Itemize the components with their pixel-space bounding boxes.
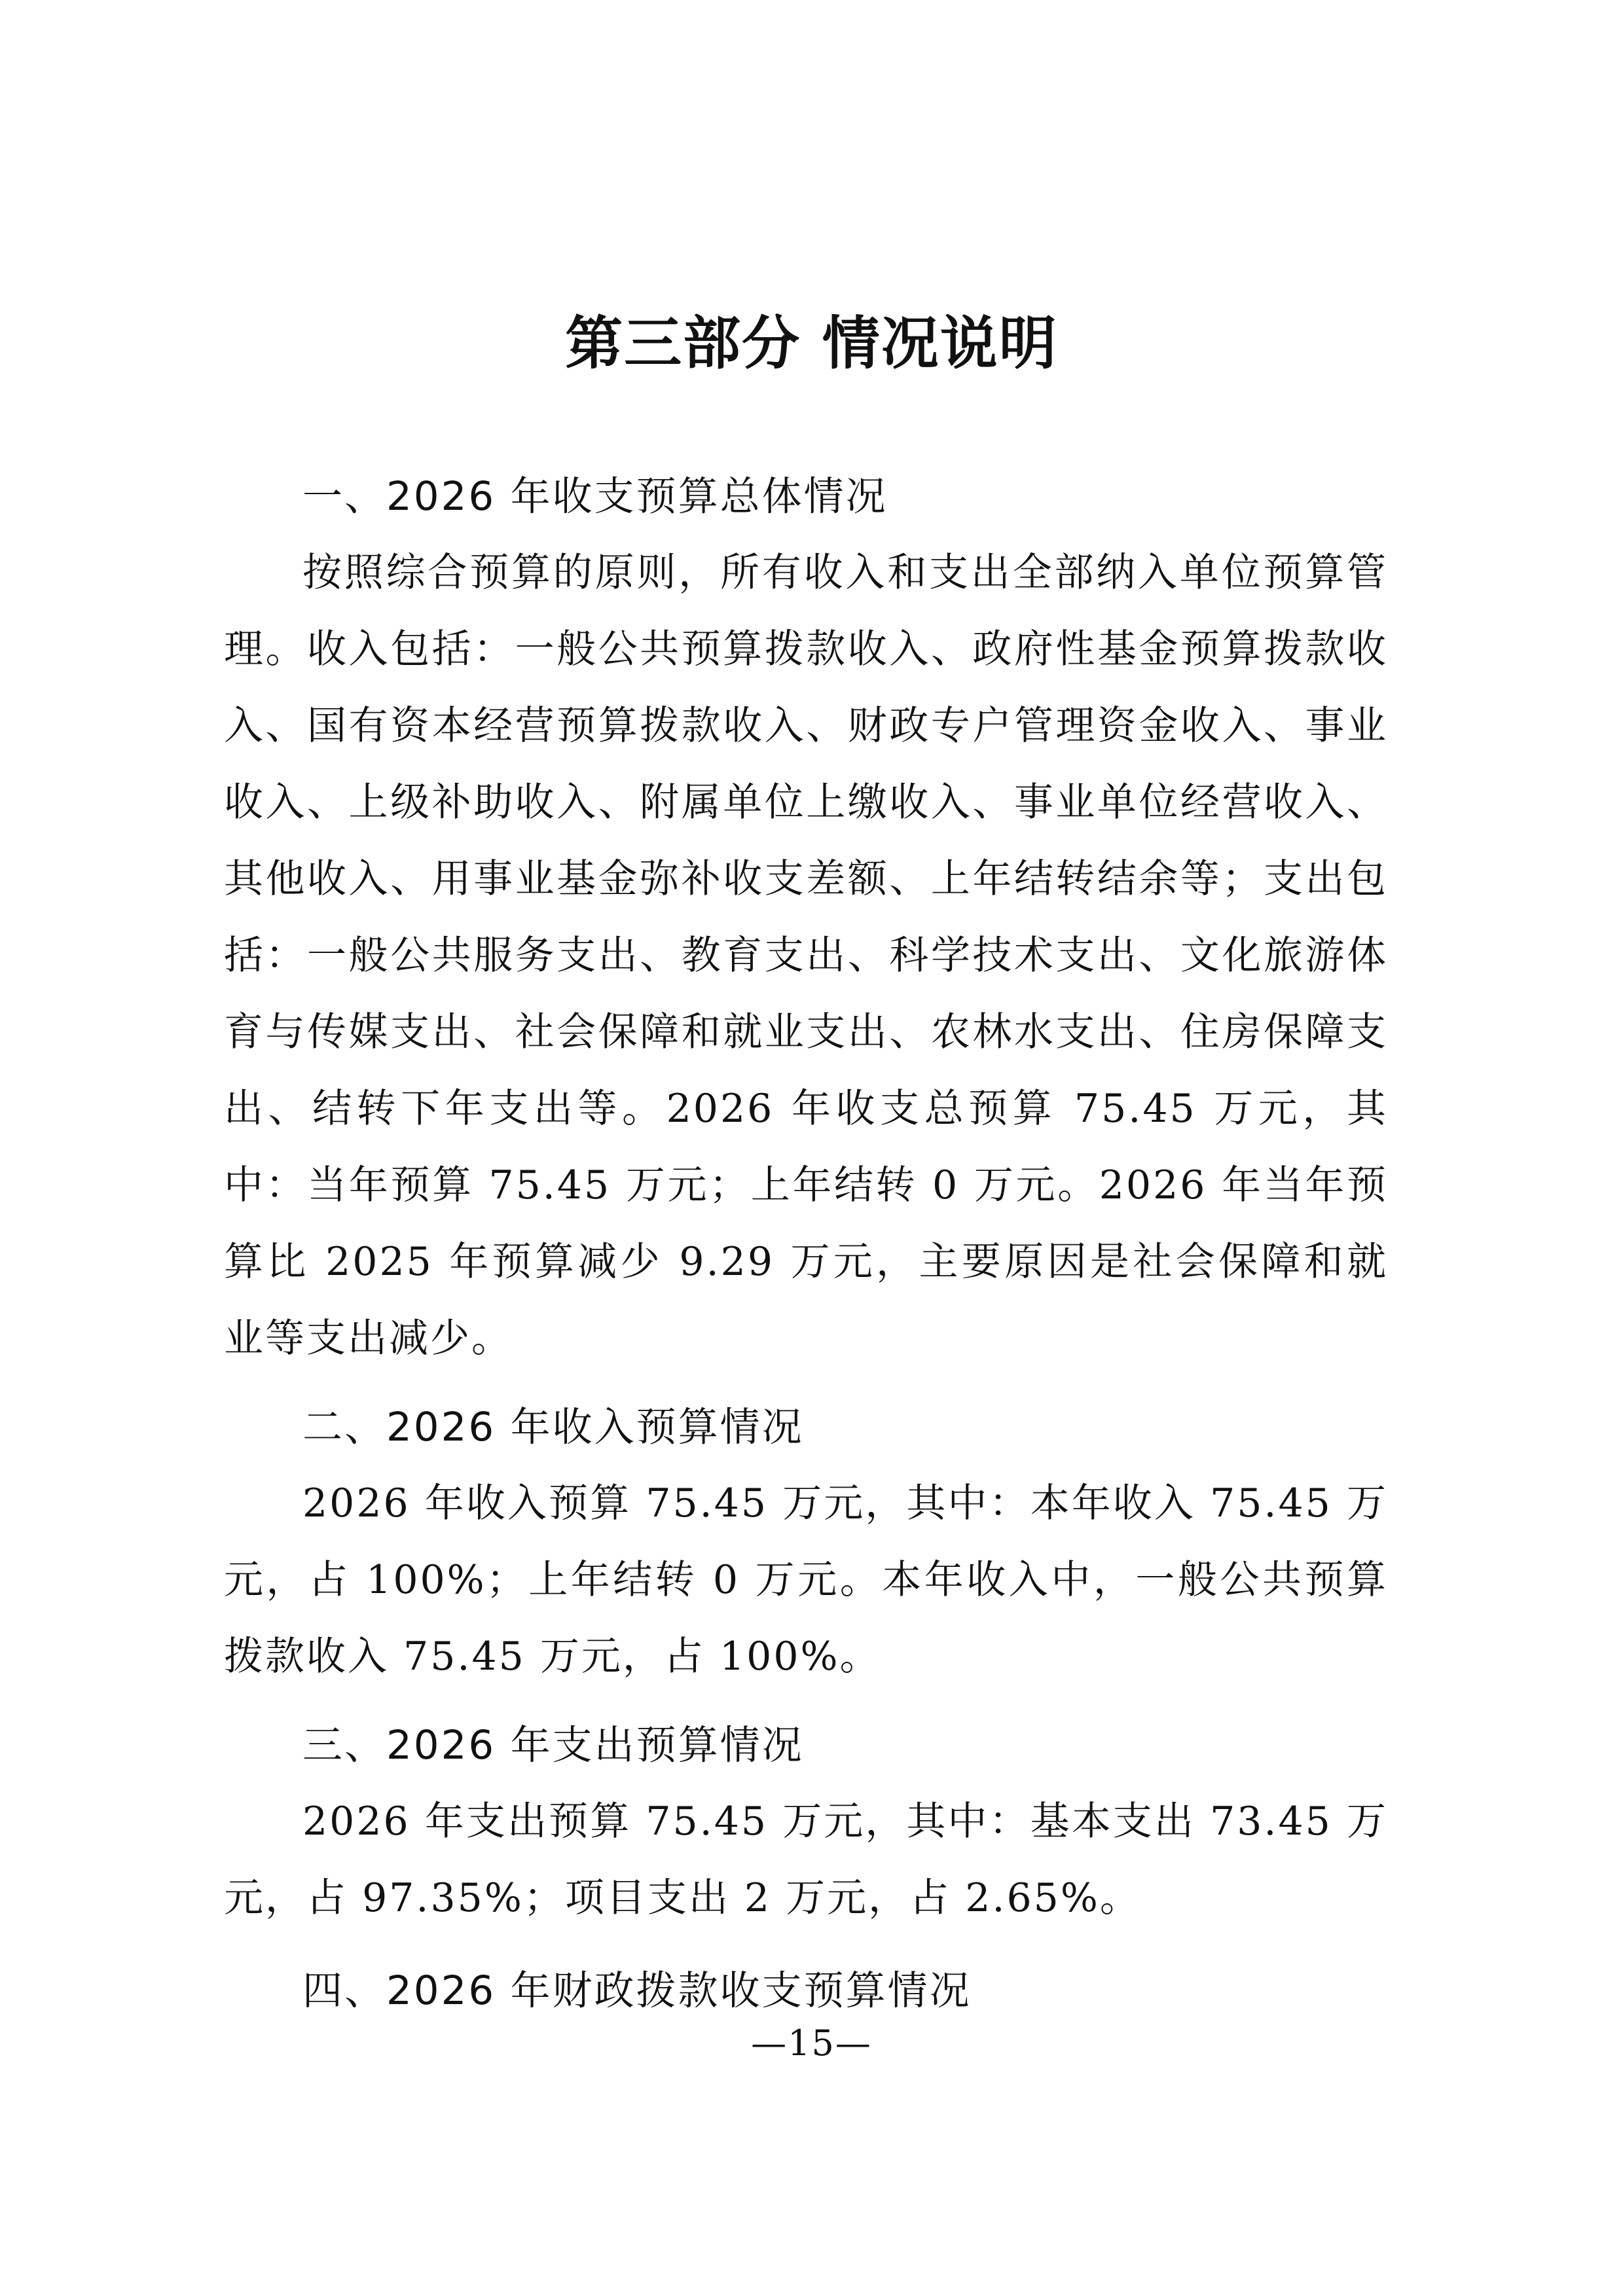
section-paragraph-2: 2026 年收入预算 75.45 万元，其中：本年收入 75.45 万元，占 100%；上年结转 0 万元。本年收入中，一般公共预算拨款收入 75.45 万元，占 100%。 (224, 1480, 1388, 1679)
page-title: 第三部分 情况说明 (565, 310, 1058, 377)
section-heading-1: 一、2026 年收支预算总体情况 (302, 473, 888, 520)
section-paragraph-3: 2026 年支出预算 75.45 万元，其中：基本支出 73.45 万元，占 97.35%；项目支出 2 万元，占 2.65%。 (224, 1799, 1388, 1921)
section-heading-4: 四、2026 年财政拨款收支预算情况 (302, 1967, 972, 2014)
section-heading-3: 三、2026 年支出预算情况 (302, 1722, 804, 1768)
section-heading-2: 二、2026 年收入预算情况 (302, 1404, 804, 1450)
document-body (224, 458, 1388, 2029)
section-paragraph-1: 按照综合预算的原则，所有收入和支出全部纳入单位预算管理。收入包括：一般公共预算拨款收入、政府性基金预算拨款收入、国有资本经营预算拨款收入、财政专户管理资金收入、事业收入、上级补助收入、附属单位上缴收入、事业单位经营收入、其他收入、用事业基金弥补收支差额、上年结转结余等；支出包括：一般公共服务支出、教育支出、科学技术支出、文化旅游体育与传媒支出、社会保障和就业支出、农林水支出、住房保障支出、结转下年支出等。2026 年收支总预算 75.45 万元，其中：当年预算 75.45 万元；上年结转 0 万元。2026 年当年预算比 2025 年预算减少 9.29 万元，主要原因是社会保障和就业等支出减少。 (224, 550, 1388, 1361)
page-number: —15— (751, 2022, 872, 2064)
